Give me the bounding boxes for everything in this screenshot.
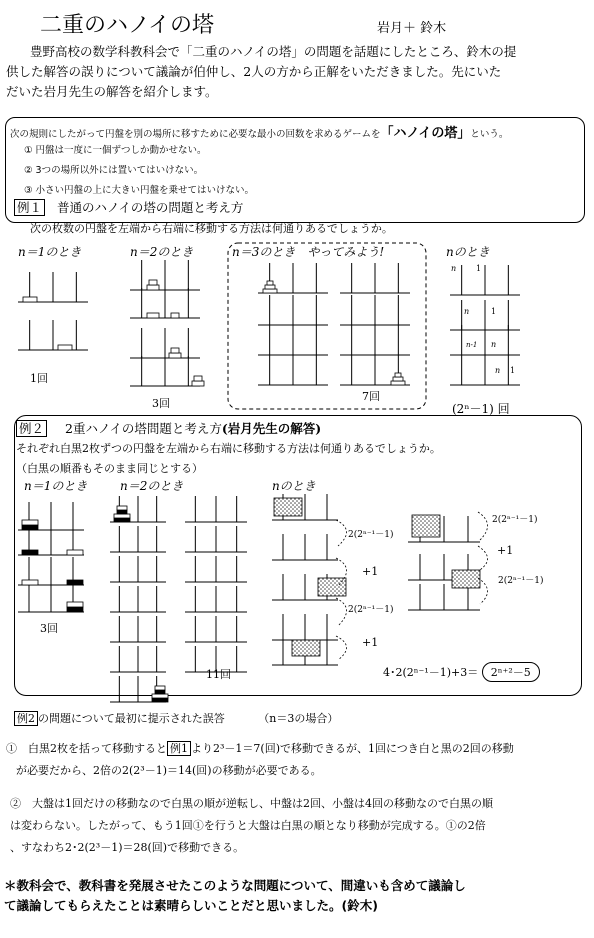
disk — [169, 353, 181, 358]
disk — [194, 376, 202, 381]
tower-board — [110, 586, 166, 612]
wrong-p1-a: ① 白黒2枚を括って移動すると — [6, 742, 167, 755]
ex1-case2: n＝2のとき — [130, 245, 194, 259]
tower-board — [272, 534, 338, 560]
step-plus-one: +1 — [362, 636, 379, 649]
disk — [155, 686, 165, 690]
ex2-count2: 11回 — [206, 668, 231, 681]
curved-arrow — [478, 546, 488, 570]
disk-label-1: 1 — [510, 366, 516, 375]
tower-board — [258, 295, 328, 325]
game-name: 「ハノイの塔」 — [380, 126, 471, 141]
disk — [67, 580, 83, 585]
tower-board — [110, 526, 166, 552]
tower-board — [130, 328, 200, 358]
disk — [58, 345, 72, 350]
disk — [265, 285, 275, 289]
rule-2: ② 3つの場所以外には置いてはいけない。 — [24, 165, 204, 176]
intro-line: 供した解答の誤りについて議論が伯仲し、2人の方から正解をいただきました。先にいた — [6, 64, 502, 79]
tower-board — [110, 616, 166, 642]
disk — [117, 506, 127, 510]
disk — [22, 520, 38, 525]
rule-3: ③ 小さい円盤の上に大きい円盤を乗せてはいけない。 — [24, 185, 255, 196]
disk-label-n: n — [495, 366, 501, 375]
disk — [67, 607, 83, 612]
wrong-ref: 例2 — [14, 711, 38, 726]
disks-layer — [22, 280, 480, 702]
disk — [147, 285, 159, 290]
disk — [263, 289, 277, 293]
step-label: 2(2ⁿ⁻¹－1) — [348, 605, 394, 615]
disk — [67, 550, 83, 555]
ex2-question: それぞれ白黒2枚ずつの円盤を左端から右端に移動する方法は何通りあるでしょうか。 — [16, 442, 441, 455]
formula-lhs: 4･2(2ⁿ⁻¹－1)+3＝ — [383, 666, 479, 679]
ex1-title: 普通のハノイの塔の問題と考え方 — [57, 200, 244, 215]
wrong-p1-ref: 例1 — [167, 741, 191, 756]
tower-board — [258, 325, 328, 355]
disk-label-n1: n-1 — [466, 341, 478, 349]
disk-label-1: 1 — [491, 307, 497, 316]
ex2-count1: 3回 — [40, 622, 58, 635]
tower-board — [272, 614, 338, 640]
disk — [114, 518, 130, 522]
step-plus-one: +1 — [362, 565, 379, 578]
disk-label-n: n — [491, 340, 497, 349]
ex2-caseN: nのとき — [272, 479, 316, 493]
tower-board — [450, 265, 520, 295]
tower-board — [185, 586, 247, 612]
rules-lead-end: という。 — [470, 129, 509, 140]
disk — [22, 580, 38, 585]
tower-board — [185, 556, 247, 582]
disk — [171, 348, 179, 353]
tower-board — [185, 526, 247, 552]
ex1-case3: n＝3のとき やってみよう! — [232, 245, 385, 259]
page-title: 二重のハノイの塔 — [40, 13, 215, 38]
tower-board — [340, 263, 410, 293]
disk — [393, 377, 403, 381]
tower-board — [130, 288, 200, 318]
intro-line: 豊野高校の数学科教科会で「二重のハノイの塔」の問題を話題にしたところ、鈴木の提 — [30, 44, 517, 59]
disk — [22, 550, 38, 555]
disk — [152, 698, 168, 702]
boards-layer — [18, 260, 520, 702]
disk — [23, 297, 37, 302]
step-label: 2(2ⁿ⁻¹－1) — [492, 515, 538, 525]
curved-arrow — [336, 598, 347, 626]
tower-board — [130, 260, 200, 290]
rules-lead: 次の規則にしたがって円盤を別の場所に移すために必要な最小の回数を求めるゲームを — [10, 129, 381, 140]
tower-board — [185, 646, 247, 672]
wrong-p2-line: は変わらない。したがって、もう1回①を行うと大盤は白黒の順となり移動が完成する。①の2倍 — [10, 819, 486, 832]
curved-arrow — [336, 520, 347, 546]
ex1-count2: 3回 — [152, 397, 170, 410]
closing-line: ＊教科会で、教科書を発展させたこのような問題について、間違いも含めて議論し — [4, 878, 466, 893]
disk — [155, 690, 165, 694]
closing-line: て議論してもらえたことは素晴らしいことだと思いました。(鈴木) — [4, 898, 378, 913]
tower-board — [340, 295, 410, 325]
tower-board — [130, 356, 200, 386]
disk — [395, 373, 401, 377]
tower-board — [110, 646, 166, 672]
step-plus-one: +1 — [497, 544, 514, 557]
authors: 岩月＋ 鈴木 — [377, 21, 447, 36]
disk — [149, 280, 157, 285]
ex2-title-bold: (岩月先生の解答) — [221, 421, 322, 436]
disk-label-n: n — [464, 307, 470, 316]
rule-1: ① 円盤は一度に一個ずつしか動かせない。 — [24, 145, 207, 156]
ex1-count3: 7回 — [362, 390, 380, 403]
disk — [391, 381, 405, 385]
disk-label-n: n — [451, 264, 457, 273]
ex2-case2: n＝2のとき — [120, 479, 184, 493]
ex2-case1: n＝1のとき — [24, 479, 88, 493]
disk — [147, 313, 159, 318]
ex1-countN: (2ⁿ－1) 回 — [452, 402, 510, 416]
disk — [67, 602, 83, 607]
wrong-p1-line2: が必要だから、2倍の2(2³－1)＝14(回)の移動が必要である。 — [16, 764, 322, 777]
step-label: 2(2ⁿ⁻¹－1) — [348, 530, 394, 540]
disk-stack — [292, 640, 320, 656]
tower-board — [110, 556, 166, 582]
ex1-count1: 1回 — [30, 372, 48, 385]
wrong-title-case: （n＝3の場合） — [258, 712, 339, 725]
wrong-p2-line: 、すなわち2･2(2³－1)＝28(回)で移動できる。 — [10, 841, 245, 854]
ex2-title: 2重ハノイの塔問題と考え方 — [65, 421, 222, 436]
ex1-question: 次の枚数の円盤を左端から右端に移動する方法は何通りあるでしょうか。 — [30, 222, 393, 235]
tower-board — [18, 320, 88, 350]
tower-board — [258, 355, 328, 385]
disk-stack — [318, 578, 346, 596]
formula-result: 2ⁿ⁺²－5 — [482, 662, 540, 682]
disk-stack — [452, 570, 480, 588]
wrong-p2-line: ② 大盤は1回だけの移動なので白黒の順が逆転し、中盤は2回、小盤は4回の移動なので白黒の順 — [10, 797, 493, 810]
ex1-caseN: nのとき — [446, 245, 490, 259]
wrong-title-text: の問題について最初に提示された誤答 — [38, 712, 225, 725]
tower-board — [450, 355, 520, 385]
disk — [22, 525, 38, 530]
disk-stack — [412, 515, 440, 537]
ex2-note: （白黒の順番もそのまま同じとする） — [16, 462, 203, 475]
tower-board — [185, 616, 247, 642]
disk — [171, 313, 179, 318]
wrong-p1-b: より2³－1＝7(回)で移動できるが、1回につき白と黒の2回の移動 — [191, 742, 514, 755]
tower-board — [340, 325, 410, 355]
disk — [117, 510, 127, 514]
disk — [152, 694, 168, 698]
ex1-label: 例１ — [14, 199, 45, 216]
disk — [192, 381, 204, 386]
curved-arrow — [478, 512, 488, 540]
intro-line: だいた岩月先生の解答を紹介します。 — [6, 84, 218, 99]
disk — [114, 514, 130, 518]
disk-label-1: 1 — [476, 264, 482, 273]
ex1-case1: n＝1のとき — [18, 245, 82, 259]
disk — [267, 281, 273, 285]
ex2-label: 例２ — [16, 420, 47, 437]
disk-stack — [274, 498, 302, 516]
step-label: 2(2ⁿ⁻¹－1) — [498, 576, 544, 586]
tower-board — [185, 496, 247, 522]
